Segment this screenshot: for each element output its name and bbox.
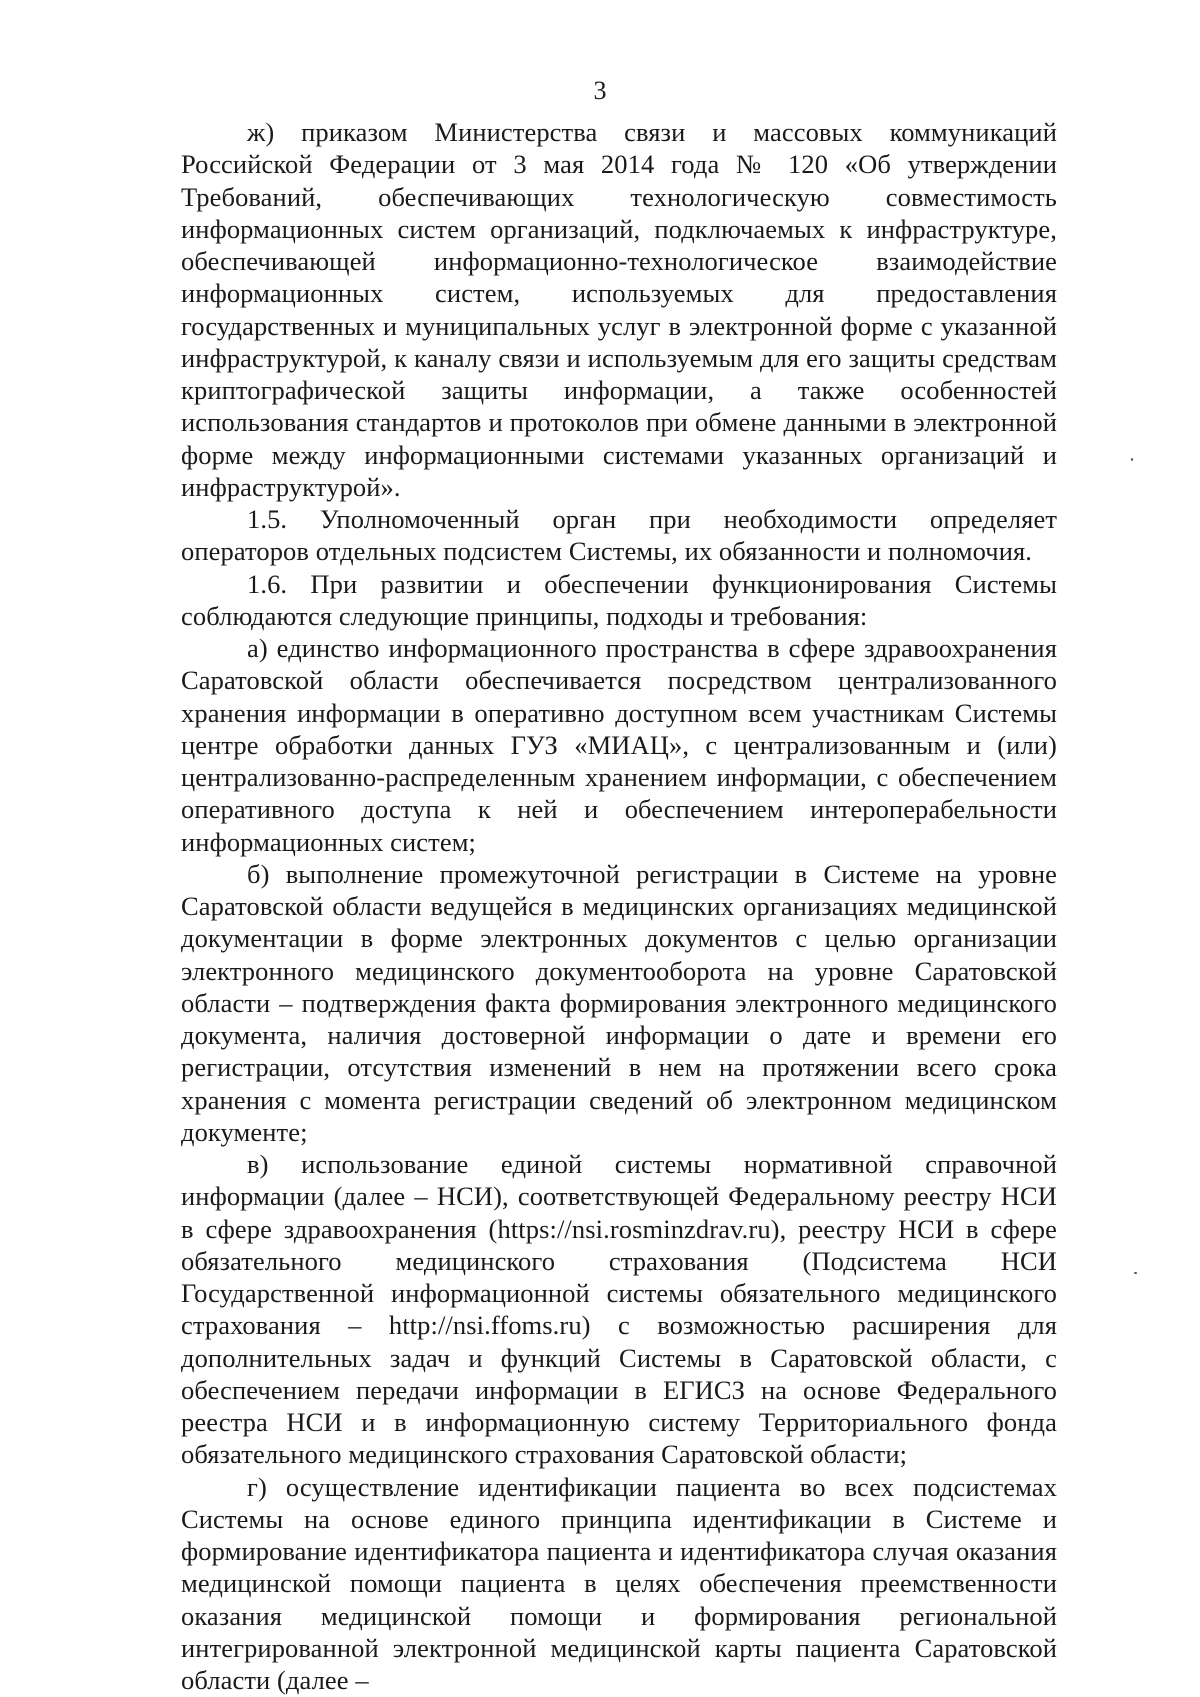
paragraph-1-6-principles: 1.6. При развитии и обеспечении функционирования Системы соблюдаются следующие принципы, подходы и требования: — [181, 568, 1057, 631]
paragraph-1-5-operators: 1.5. Уполномоченный орган при необходимости определяет операторов отдельных подсистем Системы, их обязанности и полномочия. — [181, 504, 1057, 567]
paragraph-v-nsi: в) использование единой системы нормативной справочной информации (далее – НСИ), соответствующей Федеральному реестру НСИ в сфере здравоохранения (https://nsi.rosminzdrav.ru), реестру НСИ в сфере обязательного медицинского страхования (Подсистема НСИ Государственной информационной системы обязательного медицинского страхования – http://nsi.ffoms.ru) с возможностью расширения для дополнительных задач и функций Системы в Саратовской области, с обеспечением передачи информации в ЕГИСЗ на основе Федерального реестра НСИ и в информационную систему Территориального фонда обязательного медицинского страхования Саратовской области; — [181, 1149, 1057, 1470]
paragraph-zh-order-minsvyaz: ж) приказом Министерства связи и массовых коммуникаций Российской Федерации от 3 мая 2014 года № 120 «Об утверждении Требований, обеспечивающих технологическую совместимость информационных систем организаций, подключаемых к инфраструктуре, обеспечивающей информационно-технологическое взаимодействие информационных систем, используемых для предоставления государственных и муниципальных услуг в электронной форме с указанной инфраструктурой, к каналу связи и используемым для его защиты средствам криптографической защиты информации, а также особенностей использования стандартов и протоколов при обмене данными в электронной форме между информационными системами указанных организаций и инфраструктурой». — [181, 117, 1057, 502]
scan-speck — [1134, 1272, 1137, 1274]
scan-speck — [1131, 458, 1133, 461]
document-body — [181, 116, 1057, 1696]
paragraph-b-registration: б) выполнение промежуточной регистрации в Системе на уровне Саратовской области ведущейся в медицинских организациях медицинской документации в форме электронных документов с целью организации электронного медицинского документооборота на уровне Саратовской области – подтверждения факта формирования электронного медицинского документа, наличия достоверной информации о дате и времени его регистрации, отсутствия изменений в нем на протяжении всего срока хранения с момента регистрации сведений об электронном медицинском документе; — [181, 858, 1057, 1147]
paragraph-a-information-space: а) единство информационного пространства в сфере здравоохранения Саратовской области обеспечивается посредством централизованного хранения информации в оперативно доступном всем участникам Системы центре обработки данных ГУЗ «МИАЦ», с централизованным и (или) централизованно-распределенным хранением информации, с обеспечением оперативного доступа к ней и обеспечением интероперабельности информационных систем; — [181, 633, 1057, 857]
paragraph-g-identification: г) осуществление идентификации пациента во всех подсистемах Системы на основе единого принципа идентификации в Системе и формирование идентификатора пациента и идентификатора случая оказания медицинской помощи пациента в целях обеспечения преемственности оказания медицинской помощи и формирования региональной интегрированной электронной медицинской карты пациента Саратовской области (далее – — [181, 1471, 1057, 1695]
page-number: 3 — [593, 76, 607, 105]
